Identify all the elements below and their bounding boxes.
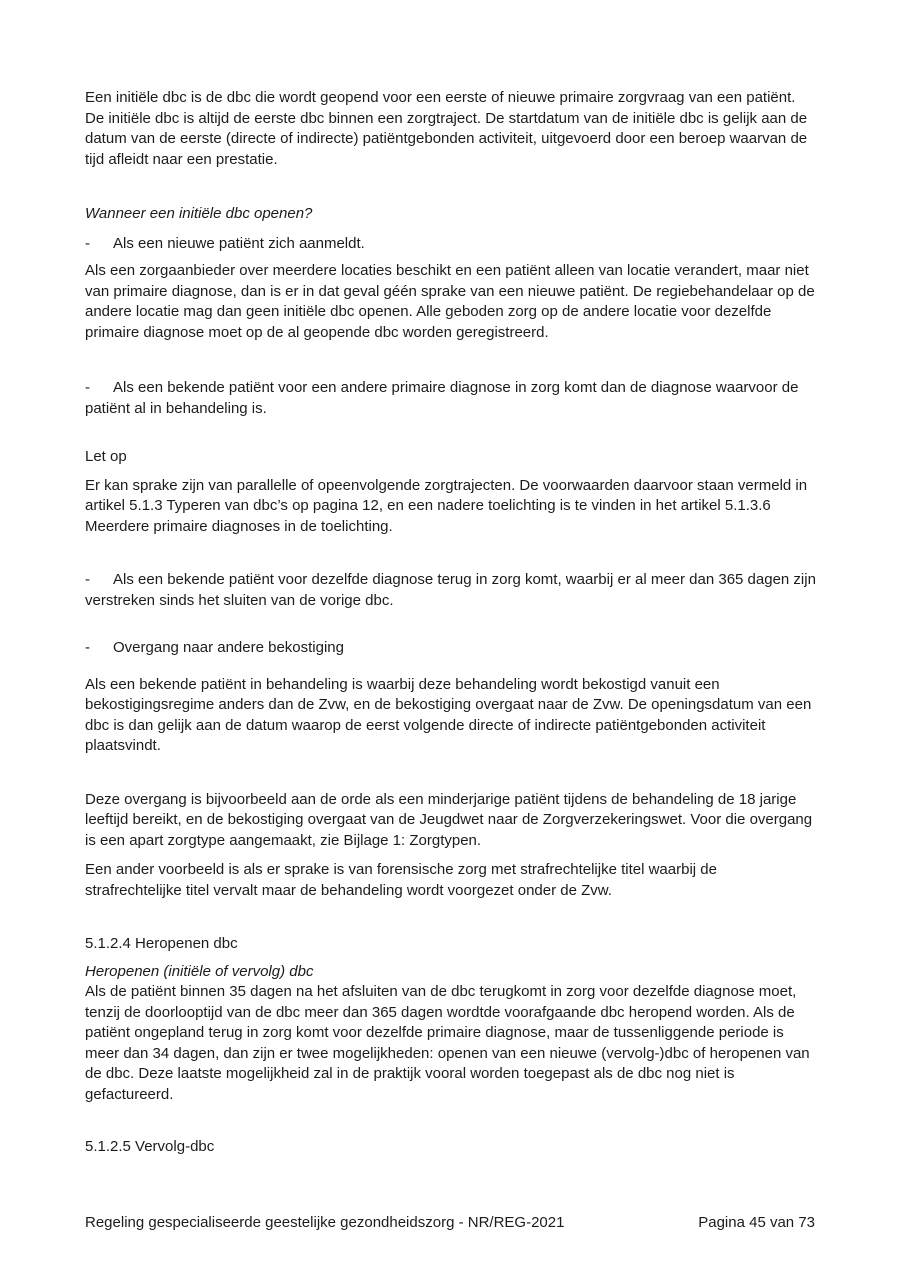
bullet-text: Als een nieuwe patiënt zich aanmeldt.	[113, 234, 365, 252]
bullet-item	[85, 638, 817, 659]
bullet-marker: -	[85, 639, 90, 656]
paragraph: Als de patiënt binnen 35 dagen na het afsluiten van de dbc terugkomt in zorg voor dezelfde diagnose moet, tenzij de doorlooptijd van de dbc meer dan 365 dagen wordtde voorafgaande dbc heropend worden. Als de patiënt ongepland terug in zorg komt voor dezelfde primaire diagnose, maar de tussenliggende periode is meer dan 34 dagen, dan zijn er twee mogelijkheden: openen van een nieuwe (vervolg-)dbc of heropenen van de dbc. Deze laatste mogelijkheid zal in de praktijk vooral worden toegepast als de dbc nog niet is gefactureerd.	[85, 983, 810, 1103]
note-label: Let op	[85, 448, 127, 465]
bullet-marker: -	[85, 379, 90, 396]
bullet-text: Als een bekende patiënt voor dezelfde diagnose terug in zorg komt, waarbij er al meer dan 365 dagen zijn verstreken sinds het sluiten van de vorige dbc.	[85, 571, 816, 609]
paragraph: Een initiële dbc is de dbc die wordt geopend voor een eerste of nieuwe primaire zorgvraag van een patiënt. De initiële dbc is altijd de eerste dbc binnen een zorgtraject. De startdatum van de initiële dbc is gelijk aan de datum van de eerste (directe of indirecte) patiëntgebonden activiteit, uitgevoerd door een beroep waarvan de tijd afleidt naar een prestatie.	[85, 89, 808, 168]
bullet-text: Overgang naar andere bekostiging	[113, 639, 344, 656]
footer-document-title: Regeling gespecialiseerde geestelijke gezondheidszorg - NR/REG-2021	[85, 1214, 565, 1231]
italic-subheading: Heropenen (initiële of vervolg) dbc	[85, 962, 314, 980]
section-heading: 5.1.2.5 Vervolg-dbc	[85, 1138, 215, 1155]
bullet-item	[85, 378, 817, 419]
italic-subheading: Wanneer een initiële dbc openen?	[85, 205, 313, 222]
document-body	[85, 88, 817, 1158]
paragraph: Een ander voorbeeld is als er sprake is van forensische zorg met strafrechtelijke titel waarbij de strafrechtelijke titel vervalt maar de behandeling wordt voorgezet onder de Zvw.	[85, 861, 717, 899]
bullet-marker: -	[85, 234, 90, 252]
bullet-item	[85, 570, 817, 611]
bullet-marker: -	[85, 571, 90, 588]
paragraph: Er kan sprake zijn van parallelle of opeenvolgende zorgtrajecten. De voorwaarden daarvoor staan vermeld in artikel 5.1.3 Typeren van dbc’s op pagina 12, en een nadere toelichting is te vinden in het artikel 5.1.3.6 Meerdere primaire diagnoses in de toelichting.	[85, 476, 808, 535]
section-heading: 5.1.2.4 Heropenen dbc	[85, 935, 238, 952]
bullet-text: Als een bekende patiënt voor een andere primaire diagnose in zorg komt dan de diagnose waarvoor de patiënt al in behandeling is.	[85, 379, 799, 417]
paragraph: Deze overgang is bijvoorbeeld aan de orde als een minderjarige patiënt tijdens de behandeling de 18 jarige leeftijd bereikt, en de bekostiging overgaat van de Jeugdwet naar de Zorgverzekeringswet. Voor die overgang is een apart zorgtype aangemaakt, zie Bijlage 1: Zorgtypen.	[85, 790, 813, 849]
bullet-item	[85, 234, 817, 255]
footer-page-number: Pagina 45 van 73	[698, 1214, 815, 1231]
paragraph: Als een zorgaanbieder over meerdere locaties beschikt en een patiënt alleen van locatie verandert, maar niet van primaire diagnose, dan is er in dat geval géén sprake van een nieuwe patiënt. De regiebehandelaar op de andere locatie mag dan geen initiële dbc openen. Alle geboden zorg op de andere locatie voor dezelfde primaire diagnose moet op de al geopende dbc worden geregistreerd.	[85, 262, 815, 341]
page-footer	[85, 1213, 815, 1234]
paragraph: Als een bekende patiënt in behandeling is waarbij deze behandeling wordt bekostigd vanuit een bekostigingsregime anders dan de Zvw, en de bekostiging overgaat naar de Zvw. De openingsdatum van een dbc is dan gelijk aan de datum waarop de eerst volgende directe of indirecte patiëntgebonden activiteit plaatsvindt.	[85, 675, 812, 754]
